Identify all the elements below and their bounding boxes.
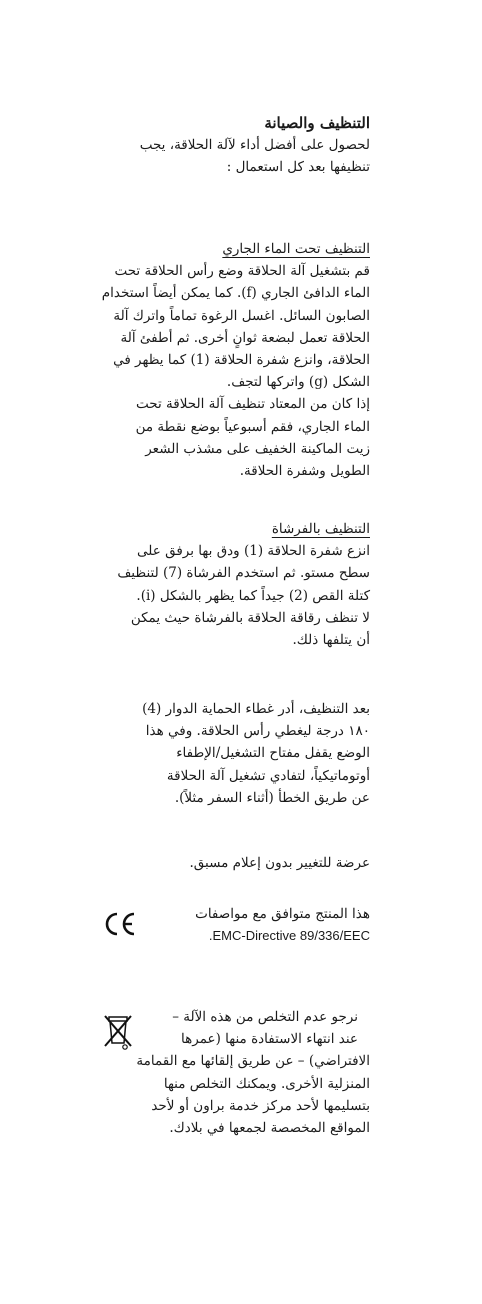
- intro-line: لحصول على أفضل أداء لآلة الحلاقة، يجب: [139, 137, 370, 153]
- paragraph-line: كتلة القص (2) جيداً كما يظهر بالشكل (i).: [136, 587, 370, 604]
- paragraph-line: نرجو عدم التخلص من هذه الآلة –: [172, 1009, 358, 1025]
- paragraph-line: عن طريق الخطأ (أثناء السفر مثلاً).: [174, 789, 370, 806]
- paragraph-line: إذا كان من المعتاد تنظيف آلة الحلاقة تحت: [135, 396, 370, 413]
- section-brush: [96, 518, 370, 651]
- paragraph-line: أن يتلفها ذلك.: [292, 632, 370, 649]
- paragraph-line: لا تنظف رقاقة الحلاقة بالفرشاة حيث يمكن: [130, 609, 370, 626]
- paragraph-line: بتسليمها لأحد مركز خدمة براون أو لأحد: [151, 1097, 370, 1114]
- paragraph-line: انزع شفرة الحلاقة (1) ودق بها برفق على: [137, 543, 370, 560]
- paragraph-line: الوضع يقفل مفتاح التشغيل/الإطفاء: [176, 745, 370, 762]
- paragraph-line: الصابون السائل. اغسل الرغوة تماماً واترك آلة: [113, 307, 370, 324]
- paragraph-line: زيت الماكينة الخفيف على مشذب الشعر: [145, 440, 370, 457]
- ce-text: هذا المنتج متوافق مع مواصفات: [195, 906, 370, 922]
- ce-directive: .EMC-Directive 89/336/EEC: [208, 928, 370, 944]
- paragraph-line: الحلاقة تعمل لبضعة ثوانٍ أخرى. ثم أطفئ آلة: [120, 329, 370, 346]
- section-heading: التنظيف بالفرشاة: [271, 521, 370, 537]
- paragraph-line: المواقع المخصصة لجمعها في بلادك.: [169, 1120, 370, 1137]
- page-title: التنظيف والصيانة: [264, 114, 370, 132]
- paragraph-line: الماء الدافئ الجاري (f). كما يمكن أيضاً استخدام: [101, 285, 370, 302]
- notice-block: [96, 852, 370, 874]
- paragraph-line: الطويل وشفرة الحلاقة.: [239, 463, 370, 480]
- crossed-bin-icon: [103, 1013, 133, 1053]
- ce-compliance-block: [96, 903, 370, 947]
- section-running-water: [96, 238, 370, 482]
- intro-line: تنظيفها بعد كل استعمال :: [226, 159, 370, 176]
- paragraph-line: المنزلية الأخرى. ويمكنك التخلص منها: [163, 1075, 370, 1092]
- paragraph-line: بعد التنظيف، أدر غطاء الحماية الدوار (4): [142, 701, 370, 717]
- paragraph-line: الافتراضي) – عن طريق إلقائها مع القمامة: [136, 1053, 370, 1070]
- ce-mark-icon: [103, 910, 137, 938]
- paragraph-line: ١٨٠ درجة ليغطي رأس الحلاقة. وفي هذا: [145, 723, 370, 740]
- section-heading: التنظيف تحت الماء الجاري: [222, 241, 370, 257]
- paragraph-line: الشكل (g) واتركها لتجف.: [226, 374, 370, 391]
- paragraph-line: الماء الجاري، فقم أسبوعياً بوضع نقطة من: [135, 418, 370, 435]
- paragraph-line: أوتوماتيكياً، لتفادي تشغيل آلة الحلاقة: [166, 767, 370, 784]
- disposal-block: [96, 1006, 370, 1139]
- notice-text: عرضة للتغيير بدون إعلام مسبق.: [189, 855, 370, 871]
- paragraph-line: سطح مستو. ثم استخدم الفرشاة (7) لتنظيف: [117, 565, 370, 582]
- paragraph-line: عند انتهاء الاستفادة منها (عمرها: [181, 1031, 358, 1048]
- cleaning-intro-block: [96, 112, 370, 178]
- section-after-cleaning: [96, 698, 370, 809]
- paragraph-line: الحلاقة، وانزع شفرة الحلاقة (1) كما يظهر في: [113, 352, 370, 369]
- paragraph-line: قم بتشغيل آلة الحلاقة وضع رأس الحلاقة تحت: [114, 263, 370, 280]
